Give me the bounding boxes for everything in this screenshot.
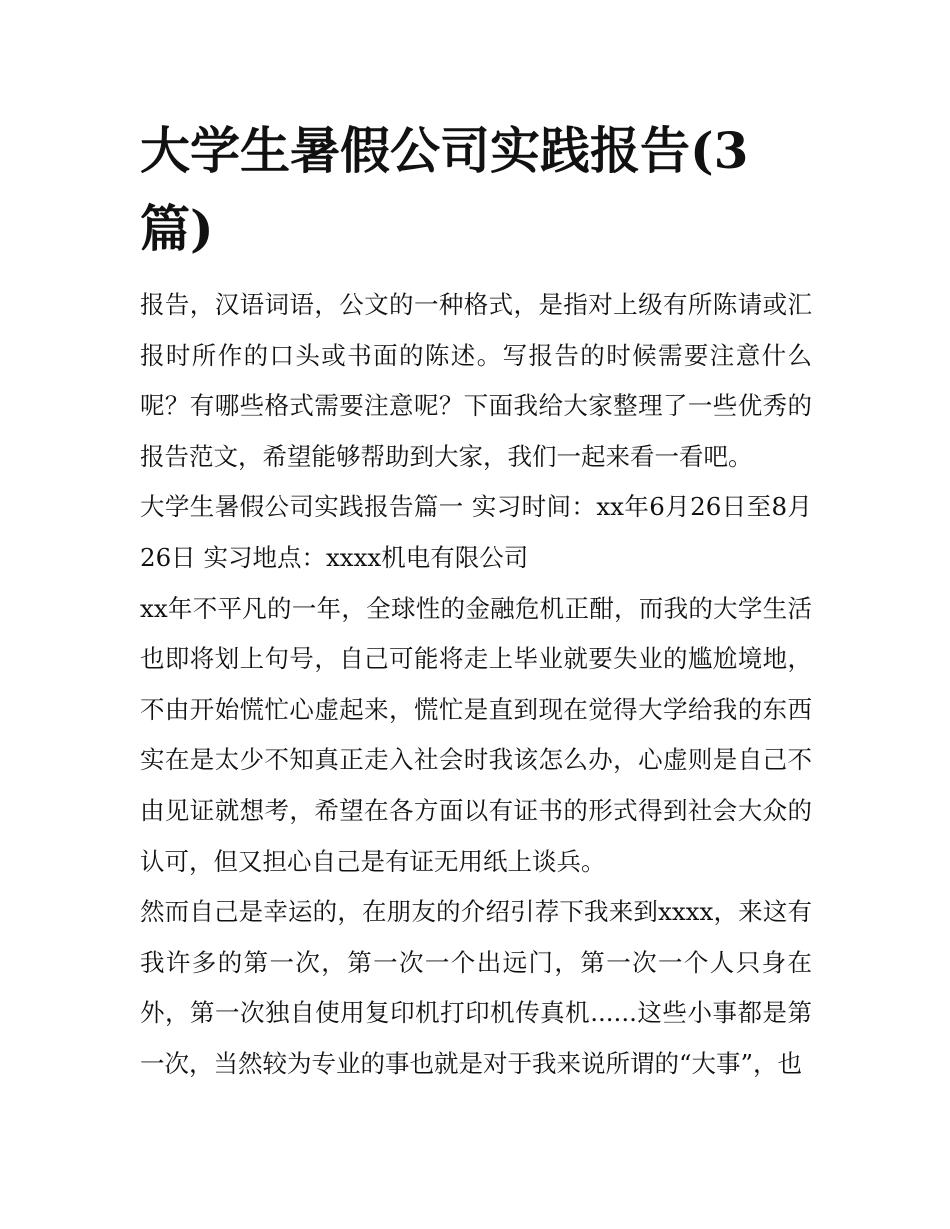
document-title: 大学生暑假公司实践报告(3篇) [140, 121, 749, 258]
paragraph-background: xx年不平凡的一年，全球性的金融危机正酣，而我的大学生活也即将划上句号，自己可能将走上毕业就要失业的尴尬境地，不由开始慌忙心虚起来，慌忙是直到现在觉得大学给我的东西实在是太少不知真正走入社会时我该怎么办，心虚则是自己不由见证就想考，希望在各方面以有证书的形式得到社会大众的认可，但又担心自己是有证无用纸上谈兵。 [140, 593, 812, 876]
paragraph-intro: 报告，汉语词语，公文的一种格式，是指对上级有所陈请或汇报时所作的口头或书面的陈述。写报告的时候需要注意什么呢？有哪些格式需要注意呢？下面我给大家整理了一些优秀的报告范文，希望能够帮助到大家，我们一起来看一看吧。 [140, 290, 812, 471]
document-body [140, 280, 812, 1090]
paragraph-experience: 然而自己是幸运的，在朋友的介绍引荐下我来到xxxx，来这有我许多的第一次，第一次一个出远门，第一次一个人只身在外，第一次独自使用复印机打印机传真机......这些小事都是第一次，当然较为专业的事也就是对于我来说所谓的“大事”，也 [140, 897, 812, 1078]
paragraph-report-header: 大学生暑假公司实践报告篇一 实习时间：xx年6月26日至8月26日 实习地点：xxxx机电有限公司 [140, 492, 812, 572]
